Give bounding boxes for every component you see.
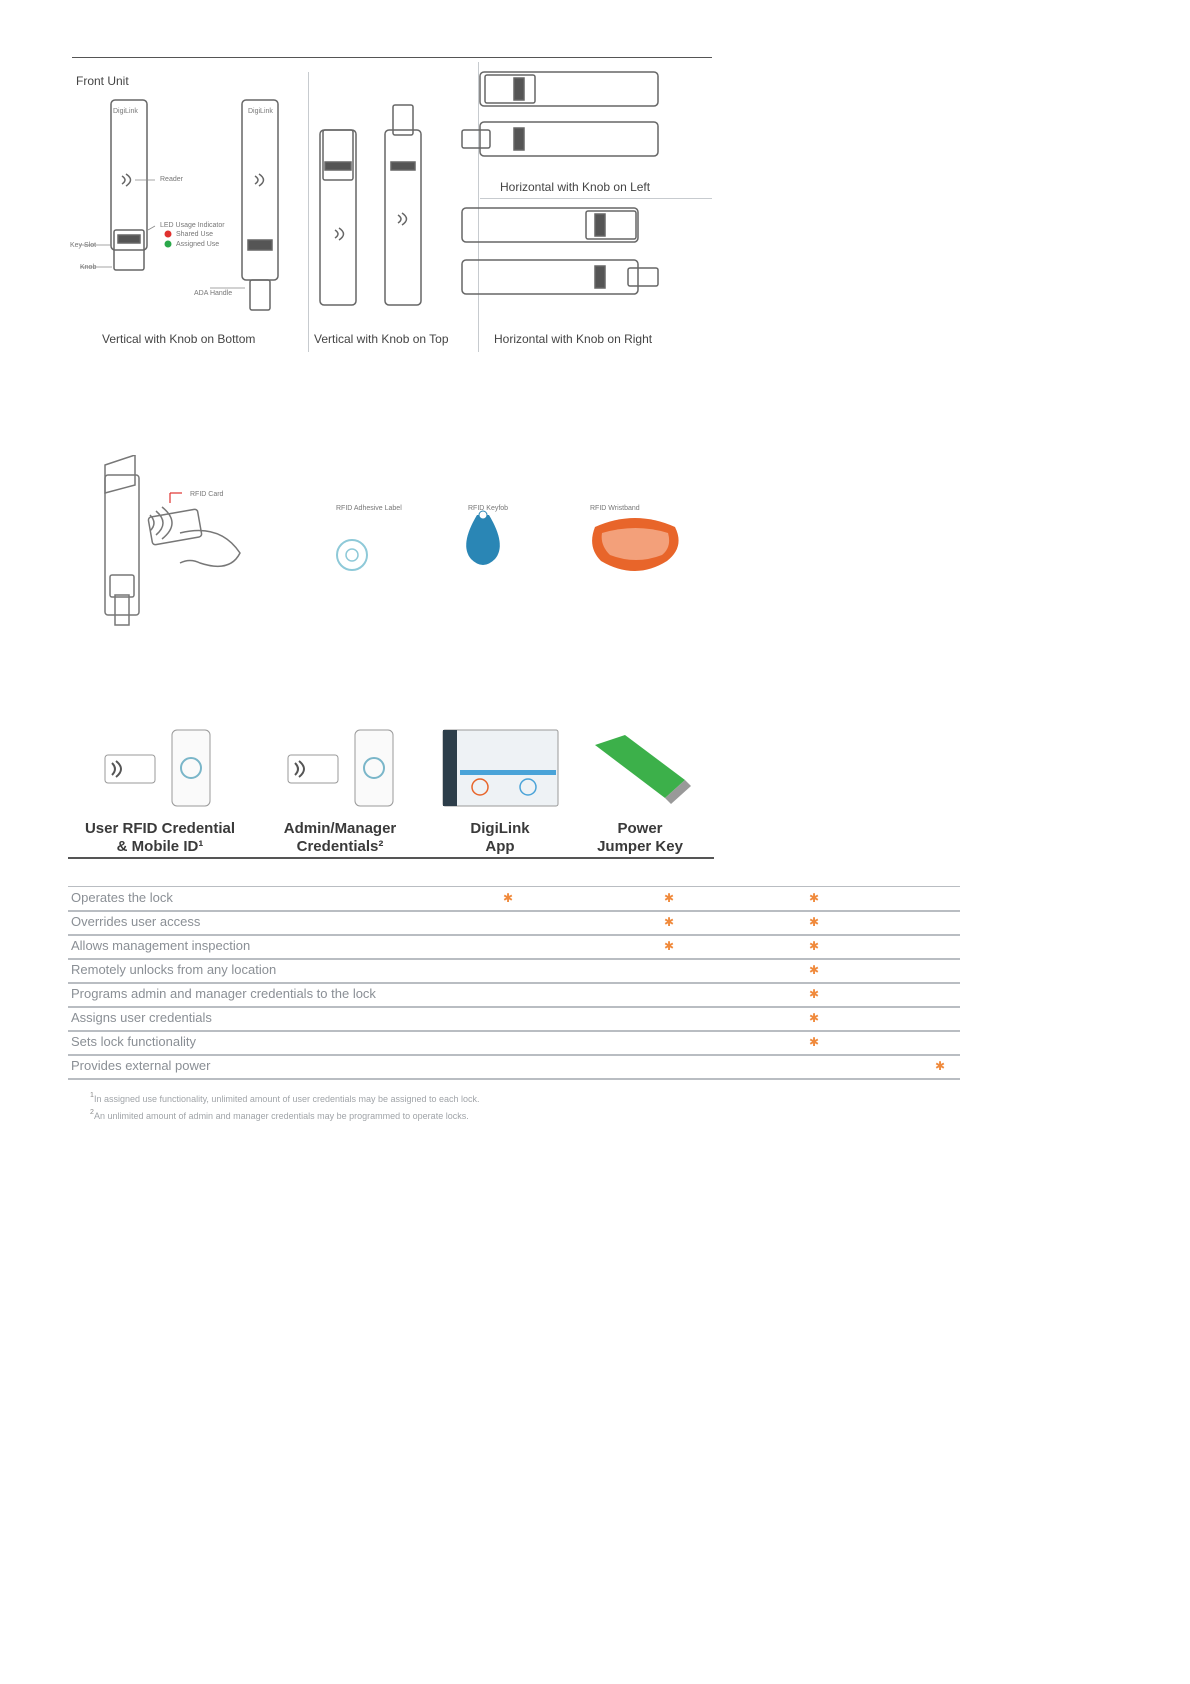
credentials-illustration	[90, 455, 690, 630]
brand-mark-b: DigiLink	[248, 108, 273, 115]
admin-phone-icon	[355, 730, 393, 806]
col-header-jumper-key: Power Jumper Key	[597, 820, 683, 855]
mark-app: ✱	[808, 939, 820, 953]
brand-mark-a: DigiLink	[113, 108, 138, 115]
header-rule	[68, 857, 714, 859]
table-row: Programs admin and manager credentials to the lock ✱	[68, 982, 960, 1008]
laptop-app-icon	[443, 730, 558, 806]
callout-assigned-use: Assigned Use	[176, 241, 220, 248]
col-header-user-rfid: User RFID Credential & Mobile ID¹	[84, 820, 236, 855]
mark-app: ✱	[808, 1035, 820, 1049]
adhesive-label-caption: RFID Adhesive Label	[336, 505, 402, 512]
vertical-top-locks	[320, 105, 421, 305]
footnote-1: In assigned use functionality, unlimited amount of user credentials may be assigned to each lock.	[94, 1094, 480, 1104]
caption-horizontal-right: Horizontal with Knob on Right	[494, 332, 653, 346]
callout-reader: Reader	[160, 176, 183, 183]
horizontal-right-locks	[462, 208, 658, 294]
jumper-key-icon	[595, 735, 691, 804]
admin-card-icon	[288, 755, 338, 783]
callout-shared-use: Shared Use	[176, 231, 213, 238]
mark-app: ✱	[808, 891, 820, 905]
keyfob-caption: RFID Keyfob	[468, 505, 509, 512]
mark-app: ✱	[808, 987, 820, 1001]
caption-horizontal-left: Horizontal with Knob on Left	[500, 180, 651, 194]
mark-app: ✱	[808, 915, 820, 929]
mark-user: ✱	[502, 891, 514, 905]
table-row: Operates the lock ✱ ✱ ✱	[68, 886, 960, 912]
mark-admin: ✱	[663, 939, 675, 953]
callout-knob: Knob	[80, 264, 97, 271]
front-unit-title: Front Unit	[76, 74, 129, 88]
caption-vertical-bottom: Vertical with Knob on Bottom	[102, 332, 256, 346]
footnote-1-number: 1	[90, 1092, 94, 1099]
vertical-lock-a	[111, 100, 147, 270]
vertical-lock-b	[242, 100, 278, 310]
mark-jumper: ✱	[934, 1059, 946, 1073]
col-header-admin: Admin/Manager Credentials²	[283, 820, 397, 855]
phone-icon	[172, 730, 210, 806]
horizontal-left-locks	[462, 72, 658, 156]
assigned-use-dot	[165, 241, 172, 248]
mark-app: ✱	[808, 963, 820, 977]
table-row: Provides external power ✱	[68, 1054, 960, 1080]
callout-ada-handle: ADA Handle	[194, 290, 233, 297]
col-header-digilink-app: DigiLink App	[470, 820, 530, 855]
mark-admin: ✱	[663, 915, 675, 929]
table-row: Assigns user credentials ✱	[68, 1006, 960, 1032]
callout-led: LED Usage Indicator	[160, 222, 225, 229]
rfid-card-label: RFID Card	[190, 491, 224, 498]
column-icons	[100, 725, 700, 815]
table-row: Allows management inspection ✱ ✱	[68, 934, 960, 960]
table-row: Sets lock functionality ✱	[68, 1030, 960, 1056]
rfid-card-icon	[105, 755, 155, 783]
footnote-2-number: 2	[90, 1109, 94, 1116]
table-top-rule	[68, 886, 960, 887]
wristband-caption: RFID Wristband	[590, 505, 640, 512]
top-rule	[72, 57, 712, 58]
lock-orientation-diagram	[60, 60, 720, 360]
rfid-adhesive-label-icon	[337, 540, 367, 570]
callout-key-slot: Key Slot	[70, 242, 97, 249]
table-row: Overrides user access ✱ ✱	[68, 910, 960, 936]
mark-admin: ✱	[663, 891, 675, 905]
table-row: Remotely unlocks from any location ✱	[68, 958, 960, 984]
shared-use-dot	[165, 231, 172, 238]
rfid-keyfob-icon	[466, 515, 500, 565]
mark-app: ✱	[808, 1011, 820, 1025]
footnote-2: An unlimited amount of admin and manager credentials may be programmed to operate locks.	[94, 1111, 469, 1121]
caption-vertical-top: Vertical with Knob on Top	[314, 332, 449, 346]
